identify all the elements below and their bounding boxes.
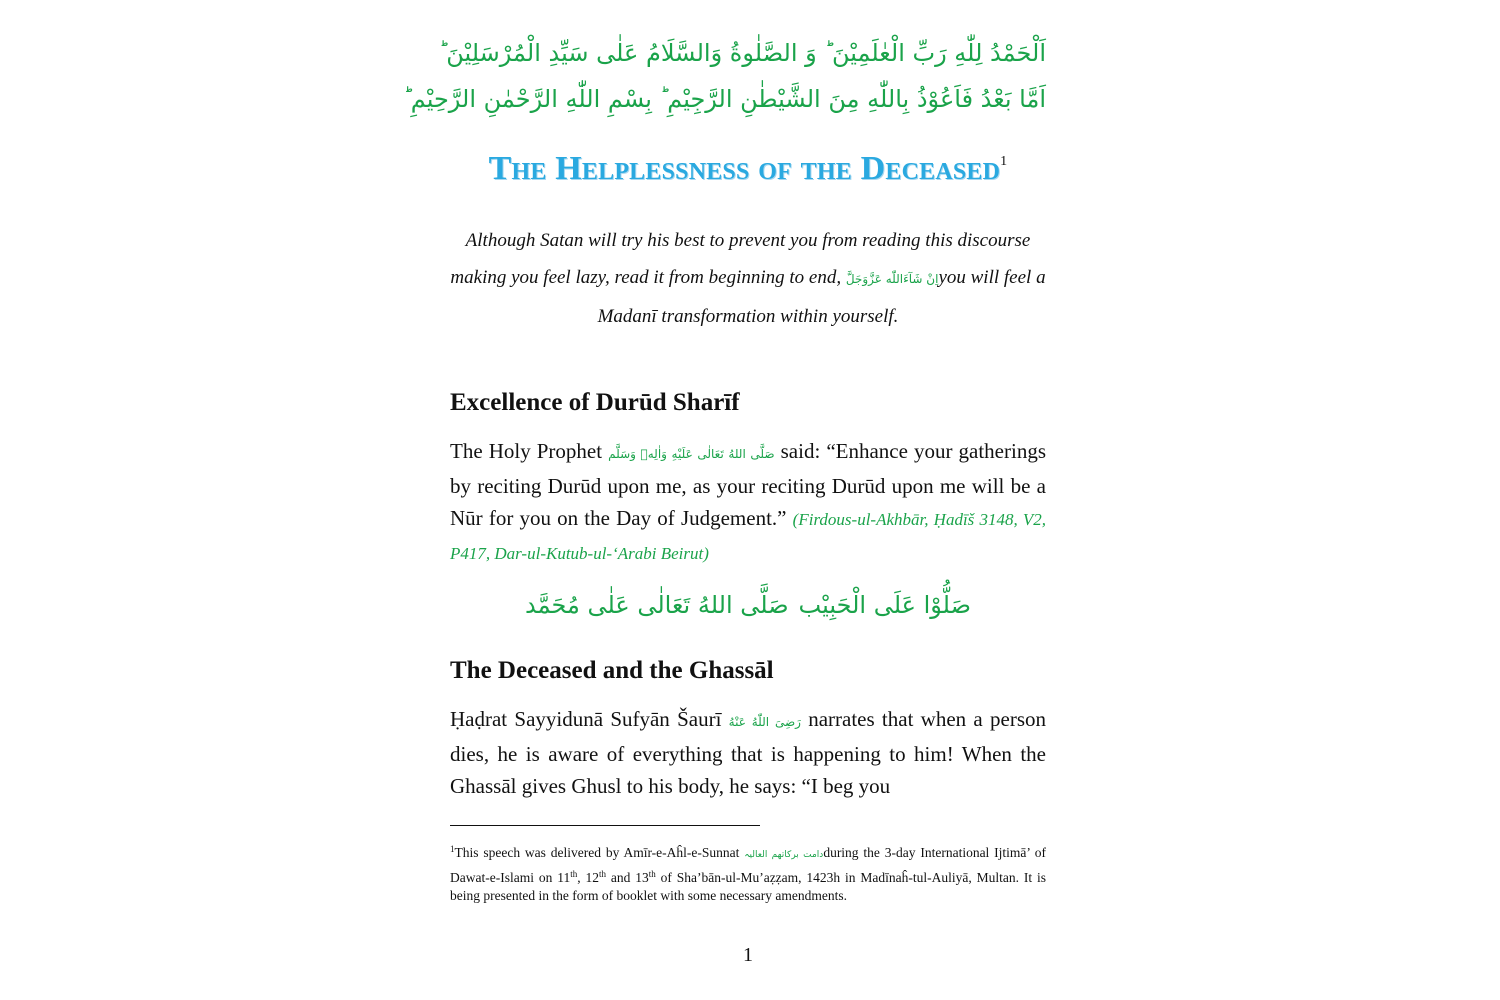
opening-invocation-line-1: اَلْحَمْدُ لِلّٰهِ رَبِّ الْعٰلَمِیْنَ ؕ وَ الصَّلٰوةُ وَالسَّلَامُ عَلٰی سَیِّدِ الْمُرْسَلِیْنَ ؕ — [438, 39, 1046, 67]
page-title — [450, 150, 1046, 188]
footnote-text-5: of Sha’bān-ul-Mu’aẓẓam, 1423h in Madīnaĥ-tul-Auliyā, Multan. It is being presented in the form of booklet with some necessary amendments. — [450, 869, 1046, 903]
section-heading-durud: Excellence of Durūd Sharīf — [450, 389, 740, 416]
footnote-text-2: during the 3-day International Ijtimā’ of Dawat-e-Islami on 11 — [450, 845, 1046, 885]
salawat-response: صَلَّى اللهُ تَعَالٰى عَلٰى مُحَمَّد — [525, 591, 789, 619]
title-footnote-marker: 1 — [1000, 154, 1008, 169]
footnote-ordinal-3: th — [648, 868, 656, 879]
footnote-ordinal-2: th — [598, 868, 606, 879]
footnote-text-3: , 12 — [577, 869, 599, 885]
page-title-text: The Helplessness of the Deceased — [488, 150, 1001, 187]
salawat-row — [450, 580, 1046, 630]
intro-note — [450, 222, 1046, 335]
footnote-ordinal-1: th — [570, 868, 578, 879]
ghassal-text-before: Ḥaḍrat Sayyidunā Sufyān Šaurī — [450, 707, 729, 731]
footnote — [450, 840, 1046, 906]
page-number: 1 — [743, 944, 753, 966]
footnote-text-1: This speech was delivered by Amīr-e-Aĥl-e-Sunnat — [454, 845, 745, 860]
intro-text-before: Although Satan will try his best to prevent you from reading this discourse making you feel lazy, read it from beginning to end, — [450, 230, 1031, 288]
footnote-marker: 1 — [450, 844, 455, 854]
durud-arabic-salutation: صَلَّى اللهُ تَعَالٰى عَلَيْهِ وَاٰلِهٖ وَسَلَّم — [608, 447, 775, 461]
durud-reference: (Firdous-ul-Akhbār, Ḥadīš 3148, V2, P417, Dar-ul-Kutub-ul-‘Arabi Beirut) — [450, 510, 1046, 563]
ghassal-text-after: narrates that when a person dies, he is aware of everything that is happening to him! When the Ghassāl gives Ghusl to his body, he says: “I beg you — [450, 707, 1046, 798]
footnote-arabic-honorific: دامت برکاتھم العالیہ — [744, 850, 824, 860]
durud-text-after: said: “Enhance your gatherings by reciting Durūd upon me, as your reciting Durūd upon me will be a Nūr for you on the Day of Judgement.” — [450, 439, 1046, 530]
ghassal-arabic-honorific: رَضِیَ اللّٰهُ عَنْهُ — [728, 715, 801, 729]
document-page — [403, 0, 1046, 1000]
durud-text-before: The Holy Prophet — [450, 439, 609, 463]
intro-arabic-phrase: اِنْ شَآءَاللّٰه عَزَّوَجَلَّ — [845, 272, 939, 286]
section-paragraph-ghassal — [450, 703, 1046, 802]
intro-text-after: you will feel a Madanī transformation within yourself. — [597, 267, 1046, 327]
section-paragraph-durud — [450, 435, 1046, 570]
salawat-call: صَلُّوْا عَلَى الْحَبِيْب — [798, 591, 971, 619]
footnote-divider — [450, 825, 760, 826]
section-heading-ghassal: The Deceased and the Ghassāl — [450, 657, 774, 684]
opening-invocation-line-2: اَمَّا بَعْدُ فَاَعُوْذُ بِاللّٰهِ مِنَ الشَّیْطٰنِ الرَّجِیْمِ ؕ بِسْمِ اللّٰهِ الرَّحْمٰنِ الرَّحِیْمِ ؕ — [403, 85, 1046, 113]
footnote-text-4: and 13 — [605, 869, 649, 885]
